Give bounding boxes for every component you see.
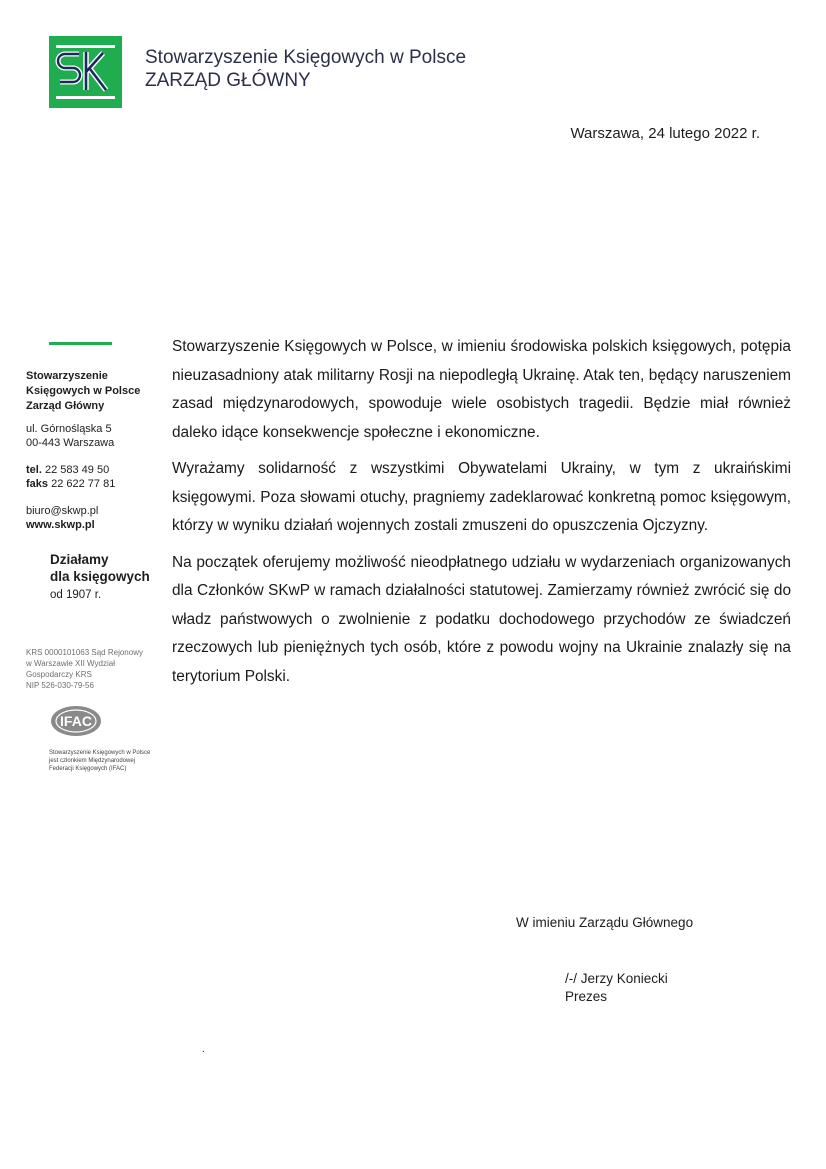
phone-row — [26, 463, 115, 477]
sidebar-since: od 1907 r. — [50, 589, 102, 601]
sidebar-krs — [26, 647, 143, 691]
sidebar-org-line: Stowarzyszenie — [26, 370, 108, 382]
ifac-logo-text: IFAC — [60, 713, 92, 729]
ifac-logo-icon — [50, 705, 102, 737]
ifac-note-line: Federacji Księgowych (IFAC) — [49, 766, 127, 772]
ifac-logo — [50, 705, 102, 737]
closing-line: W imieniu Zarządu Głównego — [516, 915, 694, 930]
sidebar-org-line: Zarząd Główny — [26, 400, 105, 412]
fax-number: 22 622 77 81 — [51, 478, 116, 490]
sidebar-slogan — [50, 551, 150, 585]
sidebar-org — [26, 369, 140, 414]
skwp-logo-icon — [49, 36, 122, 108]
slogan-line: Działamy — [50, 552, 109, 567]
signature-block — [565, 970, 668, 1006]
sidebar-org-line: Księgowych w Polsce — [26, 385, 141, 397]
sidebar-phone — [26, 463, 115, 491]
body-paragraph: Na początek oferujemy możliwość nieodpłatnego udziału w wydarzeniach organizowanych dla Członków SKwP w ramach działalności statutowej. Zamierzamy również zwrócić się do władz państwowych o zwolnienie z podatku dochodowego przychodów ze świadczeń rzeczowych lub pieniężnych tych osób, które z powodu wojny na Ukrainie znalazły się na terytorium Polski. — [172, 553, 791, 685]
website-link[interactable]: www.skwp.pl — [26, 519, 95, 531]
krs-line: KRS 0000101063 Sąd Rejonowy — [26, 648, 143, 657]
fax-label: faks — [26, 478, 49, 490]
sidebar-divider — [49, 342, 112, 345]
fax-row — [26, 477, 115, 491]
sidebar-address — [26, 422, 114, 450]
sidebar-contact — [26, 504, 98, 532]
sidebar-ifac-note — [49, 749, 150, 773]
body-paragraph: Wyrażamy solidarność z wszystkimi Obywatelami Ukrainy, w tym z ukraińskimi księgowymi. Poza słowami otuchy, pragniemy zadeklarować konkretną pomoc księgowym, którzy w wyniku działań wojennych zostali zmuszeni do opuszczenia Ojczyzny. — [172, 460, 791, 534]
ifac-note-line: jest członkiem Międzynarodowej — [49, 758, 136, 764]
letterhead-title — [145, 46, 466, 92]
body-paragraph: Stowarzyszenie Księgowych w Polsce, w imieniu środowiska polskich księgowych, potępia nieuzasadniony atak militarny Rosji na niepodległą Ukrainę. Atak ten, będący naruszeniem zasad międzynarodowych, spowoduje wiele osobistych tragedii. Będzie miał również daleko idące konsekwencje społeczne i ekonomiczne. — [172, 338, 791, 441]
ifac-note-line: Stowarzyszenie Księgowych w Polsce — [49, 750, 151, 756]
email-link[interactable]: biuro@skwp.pl — [26, 505, 99, 517]
krs-line: NIP 526-030-79-56 — [26, 681, 94, 690]
krs-line: w Warszawie XII Wydział — [26, 659, 115, 668]
slogan-line: dla księgowych — [50, 569, 150, 584]
board-name: ZARZĄD GŁÓWNY — [145, 70, 311, 91]
address-line: 00-443 Warszawa — [26, 437, 115, 449]
tel-label: tel. — [26, 464, 42, 476]
signer-name: /-/ Jerzy Koniecki — [565, 971, 668, 986]
signer-title: Prezes — [565, 989, 608, 1004]
letter-body — [172, 333, 791, 699]
address-line: ul. Górnośląska 5 — [26, 423, 112, 435]
krs-line: Gospodarczy KRS — [26, 670, 92, 679]
footer-mark: . — [202, 1044, 205, 1055]
tel-number: 22 583 49 50 — [44, 464, 110, 476]
letter-date: Warszawa, 24 lutego 2022 r. — [570, 125, 760, 142]
org-name: Stowarzyszenie Księgowych w Polsce — [145, 47, 467, 68]
skwp-logo — [49, 36, 122, 108]
